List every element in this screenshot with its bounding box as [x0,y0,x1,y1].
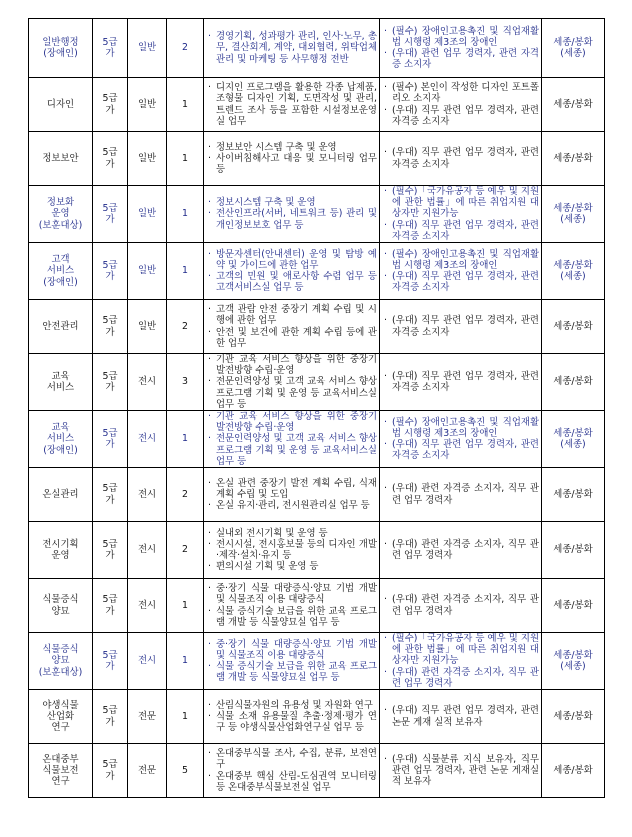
qualifications-cell [380,132,542,186]
type-cell: 전시 [128,354,167,411]
location-cell: 세종/봉화 [542,744,605,798]
table-row [29,411,605,468]
type-cell: 일반 [128,19,167,78]
count-cell: 1 [167,411,204,468]
list-item: · (필수)「국가유공자 등 예우 및 지원에 관한 법률」에 따른 취업지원 대상자만 지원가능 [382,633,539,667]
list-item: · 정보보안 시스템 구축 및 운영 [206,142,377,153]
list-item: · 고객의 민원 및 애로사항 수렴 업무 등 고객서비스실 업무 등 [206,271,377,293]
list-item: · 온대중부 핵심 산림-도심권역 모니터링 등 온대중부식물보전실 업무 [206,771,377,793]
list-item: · (필수) 장애인고용촉진 및 직업재활법 시행령 제3조의 장애인 [382,417,539,439]
list-item: · (우대) 관련 업무 경력자, 관련 자격증 소지자 [382,48,539,70]
type-cell: 전시 [128,522,167,579]
type-cell: 전문 [128,690,167,744]
qualifications-cell [380,744,542,798]
grade-cell: 5급 가 [93,468,128,522]
table-row [29,744,605,798]
list-item: · 디지인 프로그램을 활용한 각종 납제품, 조형물 디자인 기획, 도면작성 및 관리, 트렌드 조사 등을 포함한 시설정보운영실 업무 [206,82,377,127]
location-cell: 세종/봉화 (세종) [542,411,605,468]
qualifications-cell [380,522,542,579]
list-item: · 경영기획, 성과평가 관리, 인사·노무, 총무, 결산회계, 계약, 대외협력, 위탁업체 관리 및 마케팅 등 사무행정 전반 [206,31,377,65]
list-item: · 산림식물자원의 유용성 및 자원화 연구 [206,700,377,711]
table-row [29,132,605,186]
location-cell: 세종/봉화 [542,300,605,354]
grade-cell: 5급 가 [93,744,128,798]
duties-cell [204,78,380,132]
job-title-cell: 온실관리 [29,468,93,522]
list-item: · 실내외 전시기획 및 운영 등 [206,528,377,539]
location-cell: 세종/봉화 [542,78,605,132]
qualifications-cell [380,78,542,132]
duties-cell [204,186,380,243]
list-item: · (필수) 본인이 작성한 디자인 포트폴리오 소지자 [382,82,539,104]
job-title-cell: 식물증식 양묘 [29,579,93,633]
grade-cell: 5급 가 [93,411,128,468]
table-row [29,522,605,579]
count-cell: 3 [167,354,204,411]
table-row [29,186,605,243]
count-cell: 1 [167,579,204,633]
type-cell: 일반 [128,243,167,300]
job-title-cell: 정보보안 [29,132,93,186]
type-cell: 전시 [128,633,167,690]
job-title-cell: 디자인 [29,78,93,132]
list-item: · (우대) 직무 관련 업무 경력자, 관련 자격증 소지자 [382,439,539,461]
qualifications-cell [380,19,542,78]
table-body [29,19,605,798]
qualifications-cell [380,300,542,354]
job-title-cell: 일반행정 (장애인) [29,19,93,78]
list-item: · 고객 관람 안전 중장기 계획 수립 및 시행에 관한 업무 [206,304,377,326]
location-cell: 세종/봉화 (세종) [542,243,605,300]
table-row [29,690,605,744]
grade-cell: 5급 가 [93,132,128,186]
table-row [29,633,605,690]
count-cell: 1 [167,132,204,186]
list-item: · 온대중부식물 조사, 수집, 분류, 보전연구 [206,748,377,770]
list-item: · 전산인프라(서버, 네트워크 등) 관리 및 개인정보보호 업무 등 [206,208,377,230]
table-row [29,78,605,132]
list-item: · 사이버침해사고 대응 및 모니터링 업무 등 [206,153,377,175]
duties-cell [204,19,380,78]
list-item: · (필수) 장애인고용촉진 및 직업재활법 시행령 제3조의 장애인 [382,26,539,48]
duties-cell [204,243,380,300]
qualifications-cell [380,411,542,468]
location-cell: 세종/봉화 [542,132,605,186]
list-item: · 기관 교육 서비스 향상을 위한 중장기 발전방향 수립·운영 [206,411,377,433]
duties-cell [204,468,380,522]
count-cell: 5 [167,744,204,798]
type-cell: 전시 [128,468,167,522]
list-item: · 안전 및 보건에 관한 계획 수립 등에 관한 업무 [206,327,377,349]
list-item: · 식물 증식기술 보급을 위한 교육 프로그램 개발 등 식물양묘실 업무 등 [206,606,377,628]
qualifications-cell [380,243,542,300]
list-item: · 온실 유지·관리, 전시원관리실 업무 등 [206,500,377,511]
list-item: · 식물 증식기술 보급을 위한 교육 프로그램 개발 등 식물양묘실 업무 등 [206,661,377,683]
duties-cell [204,579,380,633]
type-cell: 전시 [128,411,167,468]
recruitment-table-wrapper [28,18,604,798]
qualifications-cell [380,186,542,243]
list-item: · (우대) 직무 관련 업무 경력자, 관련 자격증 소지자 [382,371,539,393]
table-row [29,243,605,300]
grade-cell: 5급 가 [93,78,128,132]
job-title-cell: 정보화 운영 (보훈대상) [29,186,93,243]
duties-cell [204,744,380,798]
list-item: · (우대) 식물분류 지식 보유자, 직무 관련 업무 경력자, 관련 논문 게재실적 보유자 [382,754,539,788]
job-title-cell: 야생식물 산업화 연구 [29,690,93,744]
count-cell: 1 [167,633,204,690]
job-title-cell: 전시기획 운영 [29,522,93,579]
list-item: · 전문인력양성 및 고객 교육 서비스 향상 프로그램 기획 및 운영 등 교육서비스실 업무 등 [206,433,377,467]
list-item: · 식물 소재 유용물질 추출·정제·평가 연구 등 야생식물산업화연구실 업무 등 [206,711,377,733]
list-item: · 편의시설 기획 및 운영 등 [206,561,377,572]
count-cell: 2 [167,19,204,78]
list-item: · (우대) 직무 관련 업무 경력자, 관련 자격증 소지자 [382,220,539,242]
list-item: · (우대) 직무 관련 업무 경력자, 관련 자격증 소지자 [382,147,539,169]
list-item: · 방문자센터(안내센터) 운영 및 탐방 예약 및 가이드에 관한 업무 [206,249,377,271]
list-item: · (우대) 관련 자격증 소지자, 직무 관련 업무 경력자 [382,594,539,616]
table-row [29,300,605,354]
count-cell: 2 [167,468,204,522]
qualifications-cell [380,579,542,633]
job-title-cell: 교육 서비스 (장애인) [29,411,93,468]
location-cell: 세종/봉화 [542,690,605,744]
grade-cell: 5급 가 [93,633,128,690]
list-item: · (우대) 관련 자격증 소지자, 직무 관련 업무 경력자 [382,539,539,561]
grade-cell: 5급 가 [93,243,128,300]
location-cell: 세종/봉화 [542,579,605,633]
job-title-cell: 온대중부 식물보전 연구 [29,744,93,798]
list-item: · 중·장기 식물 대량증식·양묘 기법 개발 및 식물조직 이용 대량증식 [206,639,377,661]
location-cell: 세종/봉화 (세종) [542,633,605,690]
grade-cell: 5급 가 [93,354,128,411]
count-cell: 1 [167,186,204,243]
list-item: · (우대) 직무 관련 업무 경력자, 관련 자격증 소지자 [382,315,539,337]
type-cell: 일반 [128,132,167,186]
duties-cell [204,633,380,690]
grade-cell: 5급 가 [93,300,128,354]
count-cell: 2 [167,300,204,354]
grade-cell: 5급 가 [93,690,128,744]
type-cell: 일반 [128,300,167,354]
list-item: · 기관 교육 서비스 향상을 위한 중장기 발전방향 수립·운영 [206,354,377,376]
list-item: · 중·장기 식물 대량증식·양묘 기법 개발 및 식물조직 이용 대량증식 [206,583,377,605]
grade-cell: 5급 가 [93,522,128,579]
duties-cell [204,522,380,579]
job-title-cell: 고객 서비스 (장애인) [29,243,93,300]
list-item: · (우대) 직무 관련 업무 경력자, 관련 자격증 소지자 [382,105,539,127]
type-cell: 일반 [128,78,167,132]
qualifications-cell [380,468,542,522]
count-cell: 1 [167,243,204,300]
grade-cell: 5급 가 [93,186,128,243]
grade-cell: 5급 가 [93,19,128,78]
duties-cell [204,354,380,411]
location-cell: 세종/봉화 [542,468,605,522]
grade-cell: 5급 가 [93,579,128,633]
job-title-cell: 안전관리 [29,300,93,354]
qualifications-cell [380,690,542,744]
location-cell: 세종/봉화 [542,354,605,411]
duties-cell [204,690,380,744]
list-item: · (우대) 직무 관련 업무 경력자, 관련 자격증 소지자 [382,271,539,293]
job-title-cell: 식물증식 양묘 (보훈대상) [29,633,93,690]
location-cell: 세종/봉화 (세종) [542,186,605,243]
table-row [29,19,605,78]
duties-cell [204,300,380,354]
list-item: · (필수)「국가유공자 등 예우 및 지원에 관한 법률」에 따른 취업지원 대상자만 지원가능 [382,186,539,220]
type-cell: 전문 [128,744,167,798]
list-item: · 온실 관련 중장기 발전 계획 수립, 식재계획 수립 및 도입 [206,478,377,500]
count-cell: 1 [167,78,204,132]
list-item: · 전시시설, 전시홍보물 등의 디자인 개발·제작·설치·유지 등 [206,539,377,561]
table-row [29,579,605,633]
list-item: · (우대) 관련 자격증 소지자, 직무 관련 업무 경력자 [382,483,539,505]
qualifications-cell [380,633,542,690]
recruitment-table [28,18,605,798]
table-row [29,468,605,522]
type-cell: 전시 [128,579,167,633]
count-cell: 1 [167,690,204,744]
location-cell: 세종/봉화 (세종) [542,19,605,78]
list-item: · 전문인력양성 및 고객 교육 서비스 향상 프로그램 기획 및 운영 등 교육서비스실 업무 등 [206,376,377,410]
table-row [29,354,605,411]
location-cell: 세종/봉화 [542,522,605,579]
list-item: · (필수) 장애인고용촉진 및 직업재활법 시행령 제3조의 장애인 [382,249,539,271]
qualifications-cell [380,354,542,411]
list-item: · (우대) 관련 자격증 소지자, 직무 관련 업무 경력자 [382,667,539,689]
duties-cell [204,411,380,468]
list-item: · (우대) 직무 관련 업무 경력자, 관련 논문 게재 실적 보유자 [382,705,539,727]
duties-cell [204,132,380,186]
type-cell: 일반 [128,186,167,243]
count-cell: 2 [167,522,204,579]
job-title-cell: 교육 서비스 [29,354,93,411]
list-item: · 정보시스템 구축 및 운영 [206,197,377,208]
